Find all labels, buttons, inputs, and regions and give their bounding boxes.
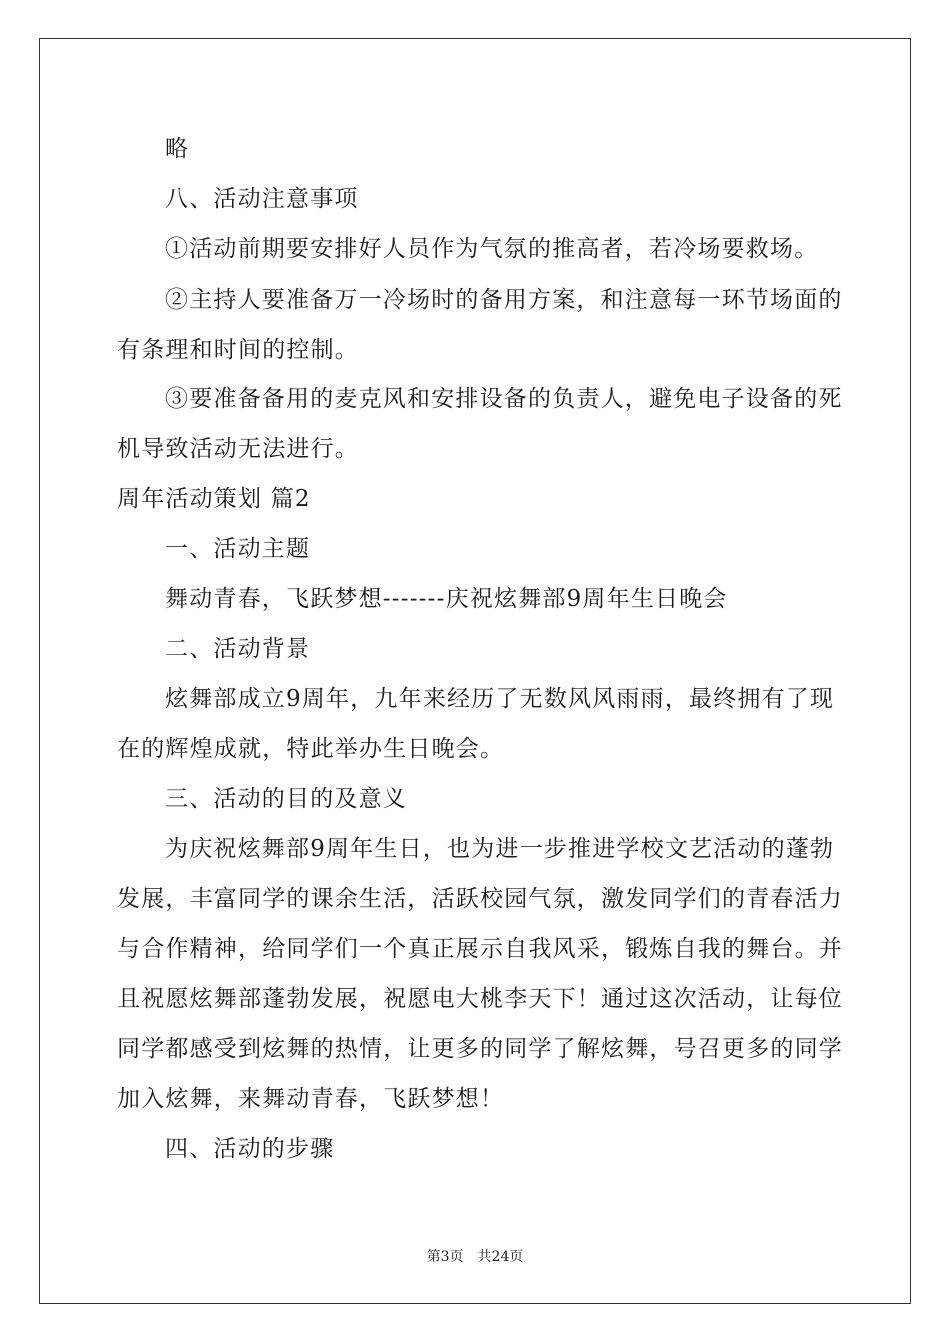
page-border bbox=[39, 38, 911, 1304]
text-line: ②主持人要准备万一冷场时的备用方案，和注意每一环节场面的 bbox=[165, 287, 843, 313]
text-line: 炫舞部成立9周年，九年来经历了无数风风雨雨，最终拥有了现 bbox=[165, 686, 835, 712]
section-heading: 八、活动注意事项 bbox=[165, 186, 359, 212]
text-line: 加入炫舞，来舞动青春，飞跃梦想！ bbox=[117, 1086, 505, 1112]
page-footer bbox=[0, 1246, 950, 1266]
document-title: 周年活动策划 篇2 bbox=[117, 486, 311, 512]
text-line: ①活动前期要安排好人员作为气氛的推高者，若冷场要救场。 bbox=[165, 236, 819, 262]
text-line: 舞动青春，飞跃梦想-------庆祝炫舞部9周年生日晚会 bbox=[165, 586, 728, 612]
text-line: 在的辉煌成就，特此举办生日晚会。 bbox=[117, 736, 505, 762]
text-line: 为庆祝炫舞部9周年生日，也为进一步推进学校文艺活动的蓬勃 bbox=[165, 836, 835, 862]
section-heading: 四、活动的步骤 bbox=[165, 1136, 335, 1162]
text-line: 且祝愿炫舞部蓬勃发展，祝愿电大桃李天下！通过这次活动，让每位 bbox=[117, 986, 843, 1012]
text-line: 略 bbox=[165, 136, 190, 162]
page-total: 共24页 bbox=[477, 1249, 524, 1265]
text-line: 与合作精神，给同学们一个真正展示自我风采，锻炼自我的舞台。并 bbox=[117, 936, 843, 962]
text-line: ③要准备备用的麦克风和安排设备的负责人，避免电子设备的死 bbox=[165, 386, 843, 412]
text-line: 机导致活动无法进行。 bbox=[117, 436, 359, 462]
section-heading: 二、活动背景 bbox=[165, 636, 311, 662]
page-number: 第3页 bbox=[426, 1249, 464, 1265]
text-line: 同学都感受到炫舞的热情，让更多的同学了解炫舞，号召更多的同学 bbox=[117, 1036, 843, 1062]
section-heading: 一、活动主题 bbox=[165, 536, 311, 562]
text-line: 有条理和时间的控制。 bbox=[117, 337, 359, 363]
text-line: 发展，丰富同学的课余生活，活跃校园气氛，激发同学们的青春活力 bbox=[117, 886, 843, 912]
section-heading: 三、活动的目的及意义 bbox=[165, 786, 407, 812]
